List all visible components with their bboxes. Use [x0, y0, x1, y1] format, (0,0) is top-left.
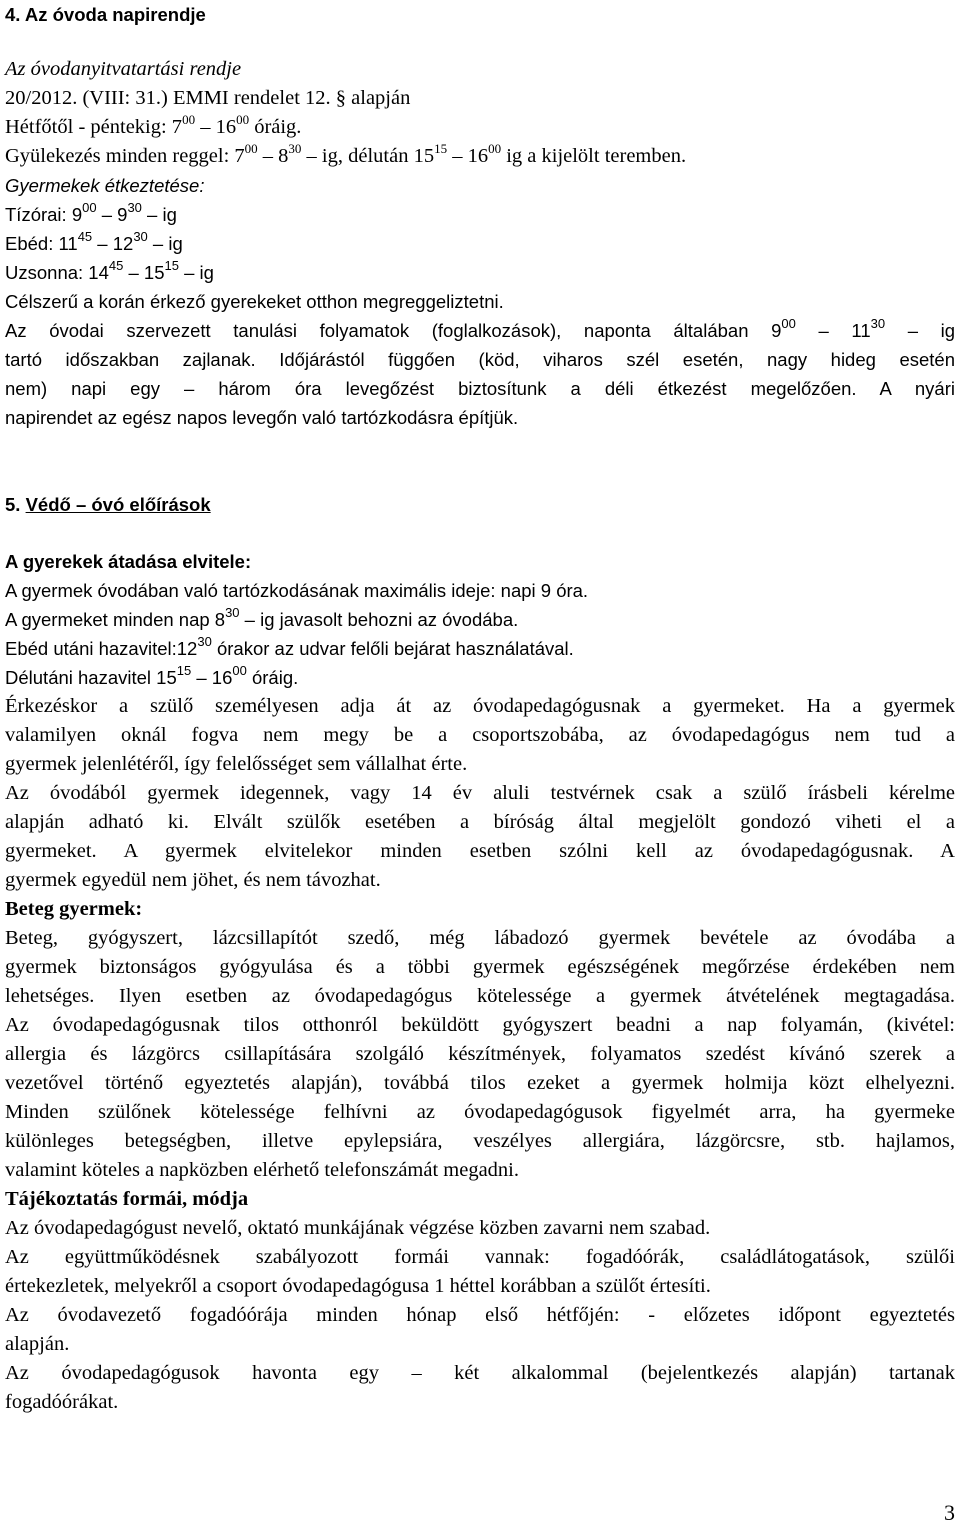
afternoon-pickup: Délutáni hazavitel $15^{15} - 16^{00}$ óráig. — [5, 663, 299, 688]
snack-time: Tízórai: $9^{00} - 9^{30}$ – ig — [5, 200, 177, 225]
handover-title: A gyerekek átadása elvitele: — [5, 551, 252, 572]
paragraph-medicine-line: vezetővel történő egyeztetés alapján), továbbá tilos ezeket a gyermek holmija közt elhelyezni. — [5, 1072, 955, 1094]
after-lunch-pickup: Ebéd utáni $hazavitel:12^{30}$ órakor az udvar felőli bejárat használatával. — [5, 634, 574, 659]
activities-line-1: Az óvodai szervezett tanulási folyamatok (foglalkozások), naponta általában $9^{00} - 11^{30}$ – ig — [5, 316, 956, 341]
paragraph-director-hours-line: alapján. — [5, 1333, 70, 1355]
info-title: Tájékoztatás formái, módja — [5, 1188, 249, 1210]
lunch-time: Ebéd: $11^{45} - 12^{30}$ – ig — [5, 229, 183, 254]
paragraph-cooperation-line: értekezletek, melyekről a csoport óvodapedagógusa 1 héttel korábban a szülőt értesíti. — [5, 1275, 711, 1297]
paragraph-director-hours-line: Az óvodavezető fogadóórája minden hónap első hétfőjén: - előzetes időpont egyeztetés — [5, 1304, 955, 1326]
paragraph-arrival-line: gyermek jelenlétéről, így felelősséget sem vállalhat érte. — [5, 753, 468, 775]
section-4-heading: 4. Az óvoda napirendje — [5, 4, 206, 25]
opening-hours: Hétfőtől - péntekig: $7^{00} - 16^{00}$ óráig. — [5, 112, 302, 138]
paragraph-parent-duty-line: különleges betegségben, illetve epylepsiára, veszélyes allergiára, lázgörcsre, stb. hajlamos, — [5, 1130, 955, 1152]
paragraph-sick-line: Beteg, gyógyszert, lázcsillapítót szedő, még lábadozó gyermek bevétele az óvodába a — [5, 927, 955, 949]
activities-line-4: napirendet az egész napos levegőn való tartózkodásra építjük. — [5, 407, 519, 428]
gathering-times: Gyülekezés minden reggel: $7^{00} - 8^{30}$ – ig, délután $15^{15} - 16^{00}$ ig a kijelölt teremben. — [5, 141, 687, 167]
decree-reference: 20/2012. (VIII: 31.) EMMI rendelet 12. § alapján — [5, 87, 411, 109]
paragraph-release-line: gyermeket. A gyermek elvitelekor minden esetben szólni kell az óvodapedagógusnak. A — [5, 840, 955, 862]
sick-child-title: Beteg gyermek: — [5, 898, 143, 920]
paragraph-sick-line: gyermek biztonságos gyógyulása és a többi gyermek egészségének megőrzése érdekében nem — [5, 956, 955, 978]
paragraph-teacher-hours-line: fogadóórákat. — [5, 1391, 119, 1413]
paragraph-sick-line: lehetséges. Ilyen esetben az óvodapedagógus kötelessége a gyermek átvételének megtagadása. — [5, 985, 955, 1007]
afternoon-snack-time: Uzsonna: $14^{45} - 15^{15}$ – ig — [5, 258, 214, 283]
paragraph-teacher-hours-line: Az óvodapedagógusok havonta egy – két alkalommal (bejelentkezés alapján) tartanak — [5, 1362, 955, 1384]
paragraph-parent-duty-line: valamint köteles a napközben elérhető telefonszámát megadni. — [5, 1159, 520, 1181]
paragraph-cooperation-line: Az együttműködésnek szabályozott formái vannak: fogadóórák, családlátogatások, szülői — [5, 1246, 955, 1268]
paragraph-release-line: gyermek egyedül nem jöhet, és nem távozhat. — [5, 869, 381, 891]
paragraph-release-line: alapján adható ki. Elvált szülők esetében a bíróság által megjelölt gondozó viheti el a — [5, 811, 955, 833]
activities-line-3: nem) napi egy – három óra levegőzést biztosítunk a déli étkezést megelőzően. A nyári — [5, 378, 955, 399]
max-time: A gyermek óvodában való tartózkodásának maximális ideje: napi 9 óra. — [5, 580, 589, 601]
section-5-heading: 5. Védő – óvó előírások — [5, 494, 211, 515]
paragraph-release-line: Az óvodából gyermek idegennek, vagy 14 év aluli testvérnek csak a szülő írásbeli kérelme — [5, 782, 955, 804]
opening-rules-title: Az óvodanyitvatartási rendje — [5, 58, 242, 80]
activities-line-2: tartó időszakban zajlanak. Időjárástól függően (köd, viharos szél esetén, nagy hideg esetén — [5, 349, 956, 370]
paragraph-medicine-line: Az óvodapedagógusnak tilos otthonról beküldött gyógyszert beadni a nap folyamán, (kivétel: — [5, 1014, 955, 1036]
paragraph-parent-duty-line: Minden szülőnek kötelessége felhívni az óvodapedagógusok figyelmét arra, ha gyermeke — [5, 1101, 955, 1123]
paragraph-no-disturb: Az óvodapedagógust nevelő, oktató munkájának végzése közben zavarni nem szabad. — [5, 1217, 711, 1239]
paragraph-arrival-line: Érkezéskor a szülő személyesen adja át az óvodapedagógusnak a gyermeket. Ha a gyermek — [5, 695, 955, 717]
meals-title: Gyermekek étkeztetése: — [5, 175, 205, 196]
page-number: 3 — [944, 1500, 955, 1525]
paragraph-arrival-line: valamilyen oknál fogva nem megy be a csoportszobába, az óvodapedagógus nem tud a — [5, 724, 955, 746]
breakfast-advice: Célszerű a korán érkező gyerekeket otthon megreggeliztetni. — [5, 291, 504, 312]
bring-in-time: A gyermeket minden nap $8^{30}$ – ig javasolt behozni az óvodába. — [5, 605, 519, 630]
paragraph-medicine-line: allergia és lázgörcs csillapítására szolgáló készítmények, folyamatos szedést kívánó szerek a — [5, 1043, 955, 1065]
